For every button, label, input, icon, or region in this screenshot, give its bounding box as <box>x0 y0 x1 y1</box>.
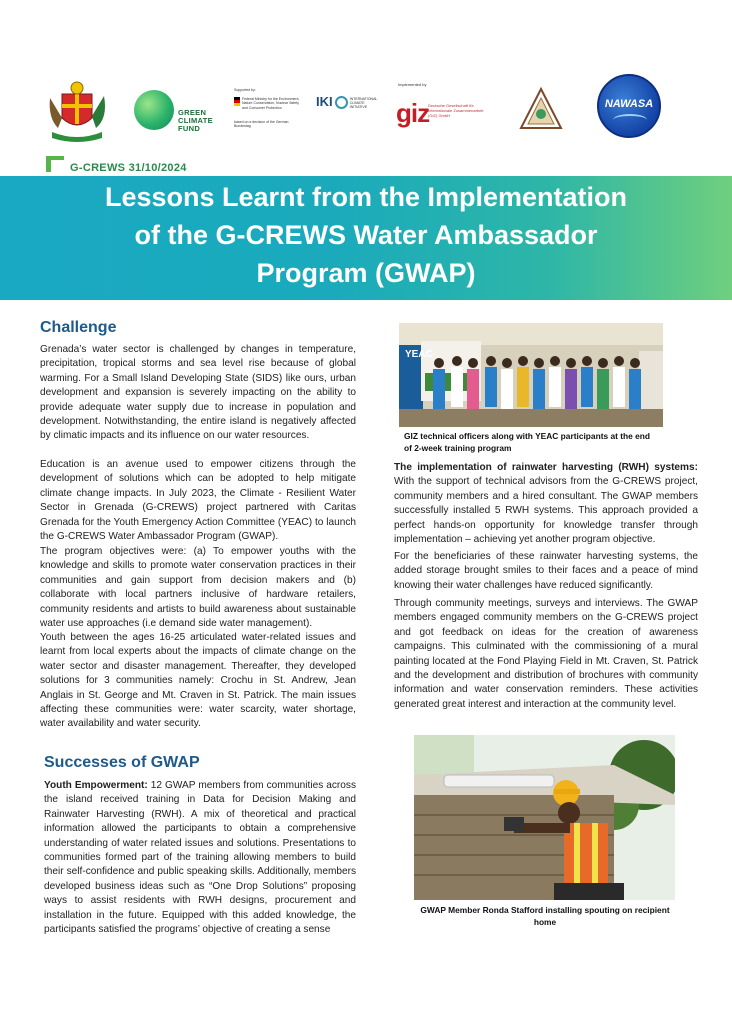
wave-icon <box>613 114 647 126</box>
nawasa-logo <box>597 74 661 138</box>
title-line-3: Program (GWAP) <box>256 258 476 288</box>
gcf-logo-text: GREEN CLIMATE FUND <box>178 108 213 133</box>
challenge-paragraph-1: Grenada’s water sector is challenged by changes in temperature, precipitation, tropical storms and sea level rise because of global warming. For a Small Island Developing State (SIDS) like ours, urban development and expansion is severely impacting on the ability to provide adequate water supply due to increase in population and development. Notwithstanding, the entire island is negatively affected by climatic impacts and its influence on our water resources. <box>40 344 356 442</box>
beneficiaries-paragraph: For the beneficiaries of these rainwater harvesting systems, the added storage brought smiles to their faces and a peace of mind knowing their water challenges have reduced significantly. <box>394 551 698 591</box>
iki-label: IKI <box>316 94 333 109</box>
installation-image <box>414 735 675 900</box>
iki-logo <box>316 94 376 114</box>
iki-circle-icon <box>335 96 348 109</box>
grenada-coat-of-arms-icon <box>46 78 108 144</box>
giz-full-name: Deutsche Gesellschaft für Internationale Zusammenarbeit (GIZ) GmbH <box>428 103 484 118</box>
nawasa-label: NAWASA <box>604 98 654 110</box>
installation-photo-caption: GWAP Member Ronda Stafford installing spouting on recipient home <box>420 905 670 927</box>
bmuv-name: Federal Ministry for the Environment, Nature Conservation, Nuclear Safety and Consumer Protection <box>242 97 300 110</box>
iki-full-name: INTERNATIONAL CLIMATE INITIATIVE <box>349 96 378 109</box>
title-line-2: of the G-CREWS Water Ambassador <box>134 220 598 250</box>
community-engagement-paragraph: Through community meetings, surveys and interviews. The GWAP members engaged community members on the G-CREWS project and got feedback on ideas for the creation of awareness campaigns. This culminated with the commissioning of a mural painting located at the Fond Playing Field in Mt. Craven, St. Patrick and the development and distribution of brochures with community information and water conservation reminders. These activities generated great interest and interaction at the community level. <box>394 598 698 710</box>
partner-logos <box>0 70 732 150</box>
publication-date: G-CREWS 31/10/2024 <box>70 162 187 174</box>
implemented-by-label: Implemented by <box>398 82 427 87</box>
training-group-photo <box>399 323 663 427</box>
title-line-1: Lessons Learnt from the Implementation <box>104 182 628 212</box>
successes-heading: Successes of GWAP <box>44 754 200 771</box>
gcf-logo-icon <box>134 90 174 130</box>
rwh-text: With the support of technical advisors from the G-CREWS project, community members and a hired consultant. The GWAP members successfully installed 5 RWH systems. This approach provided a perfect hands-on opportunity for knowledge transfer through implementation – achieving yet another program objective. <box>394 476 698 546</box>
successes-paragraph-1 <box>44 779 356 937</box>
rwh-paragraph <box>394 461 698 547</box>
training-group-image <box>399 323 663 427</box>
date-accent-bar-top <box>46 156 64 160</box>
bundestag-note: based on a decision of the German Bundestag <box>234 119 289 129</box>
bmuv-logo <box>234 88 306 146</box>
page-title <box>30 176 702 292</box>
challenge-paragraph-2: Education is an avenue used to empower citizens through the development of solutions which can be adopted to help mitigate climate change impacts. In July 2023, the Climate - Resilient Water Sector in Grenada (G-CREWS) project partnered with Caritas Grenada for the Youth Emergency Action Committee (YEAC) to launch the G-CREWS Water Ambassador Program (GWAP). <box>40 459 356 543</box>
supported-by-label: Supported by: <box>234 88 256 92</box>
german-flag-icon <box>234 97 240 106</box>
youth-empowerment-text: 12 GWAP members from communities across the island received training in Data for Decision Making and Rainwater Harvesting (RWH). A mix of theoretical and practical information allowed the participants to obtain a comprehensive understanding of water related issues and solutions. Presentations to communities formed part of the training allowing members to build their self-confidence and public speaking skills. Additionally, members developed business ideas such as “One Drop Solutions” proposing ways to assist residents with RWH designs, procurement and installation in the future. Equipped with this added knowledge, the participants satisfied the programs’ objective of creating a sense <box>44 780 356 936</box>
challenge-paragraph-3: The program objectives were: (a) To empower youths with the knowledge and skills to promote water conservation practices in their communities and gain support from decision makers and (b) collaborate with local partners inclusive of hardware retailers, community residents and artists to build awareness about sustainable water use approaches (i.e demand side water management). <box>40 546 356 630</box>
rwh-label: The implementation of rainwater harvesting (RWH) systems: <box>394 462 698 473</box>
challenge-paragraph-4: Youth between the ages 16-25 articulated water-related issues and learnt from local experts about the impacts of climate change on the water sector and disaster management. Thereafter, they developed solutions for 3 communities namely: Crochu in St. Andrew, Jean Anglais in St. George and Mt. Craven in St. Patrick. The main issues affecting these communities were: water scarcity, water shortage, water availability and water security. <box>40 632 356 730</box>
challenge-heading: Challenge <box>40 319 117 336</box>
partner-triangle-logo-icon <box>518 86 564 132</box>
yeac-sign: YEAC <box>405 349 433 360</box>
youth-empowerment-label: Youth Empowerment: <box>44 780 148 791</box>
installation-photo <box>414 735 675 900</box>
giz-logo: giz <box>396 98 430 128</box>
training-photo-caption: GIZ technical officers along with YEAC participants at the end of 2-week training program <box>404 431 651 453</box>
